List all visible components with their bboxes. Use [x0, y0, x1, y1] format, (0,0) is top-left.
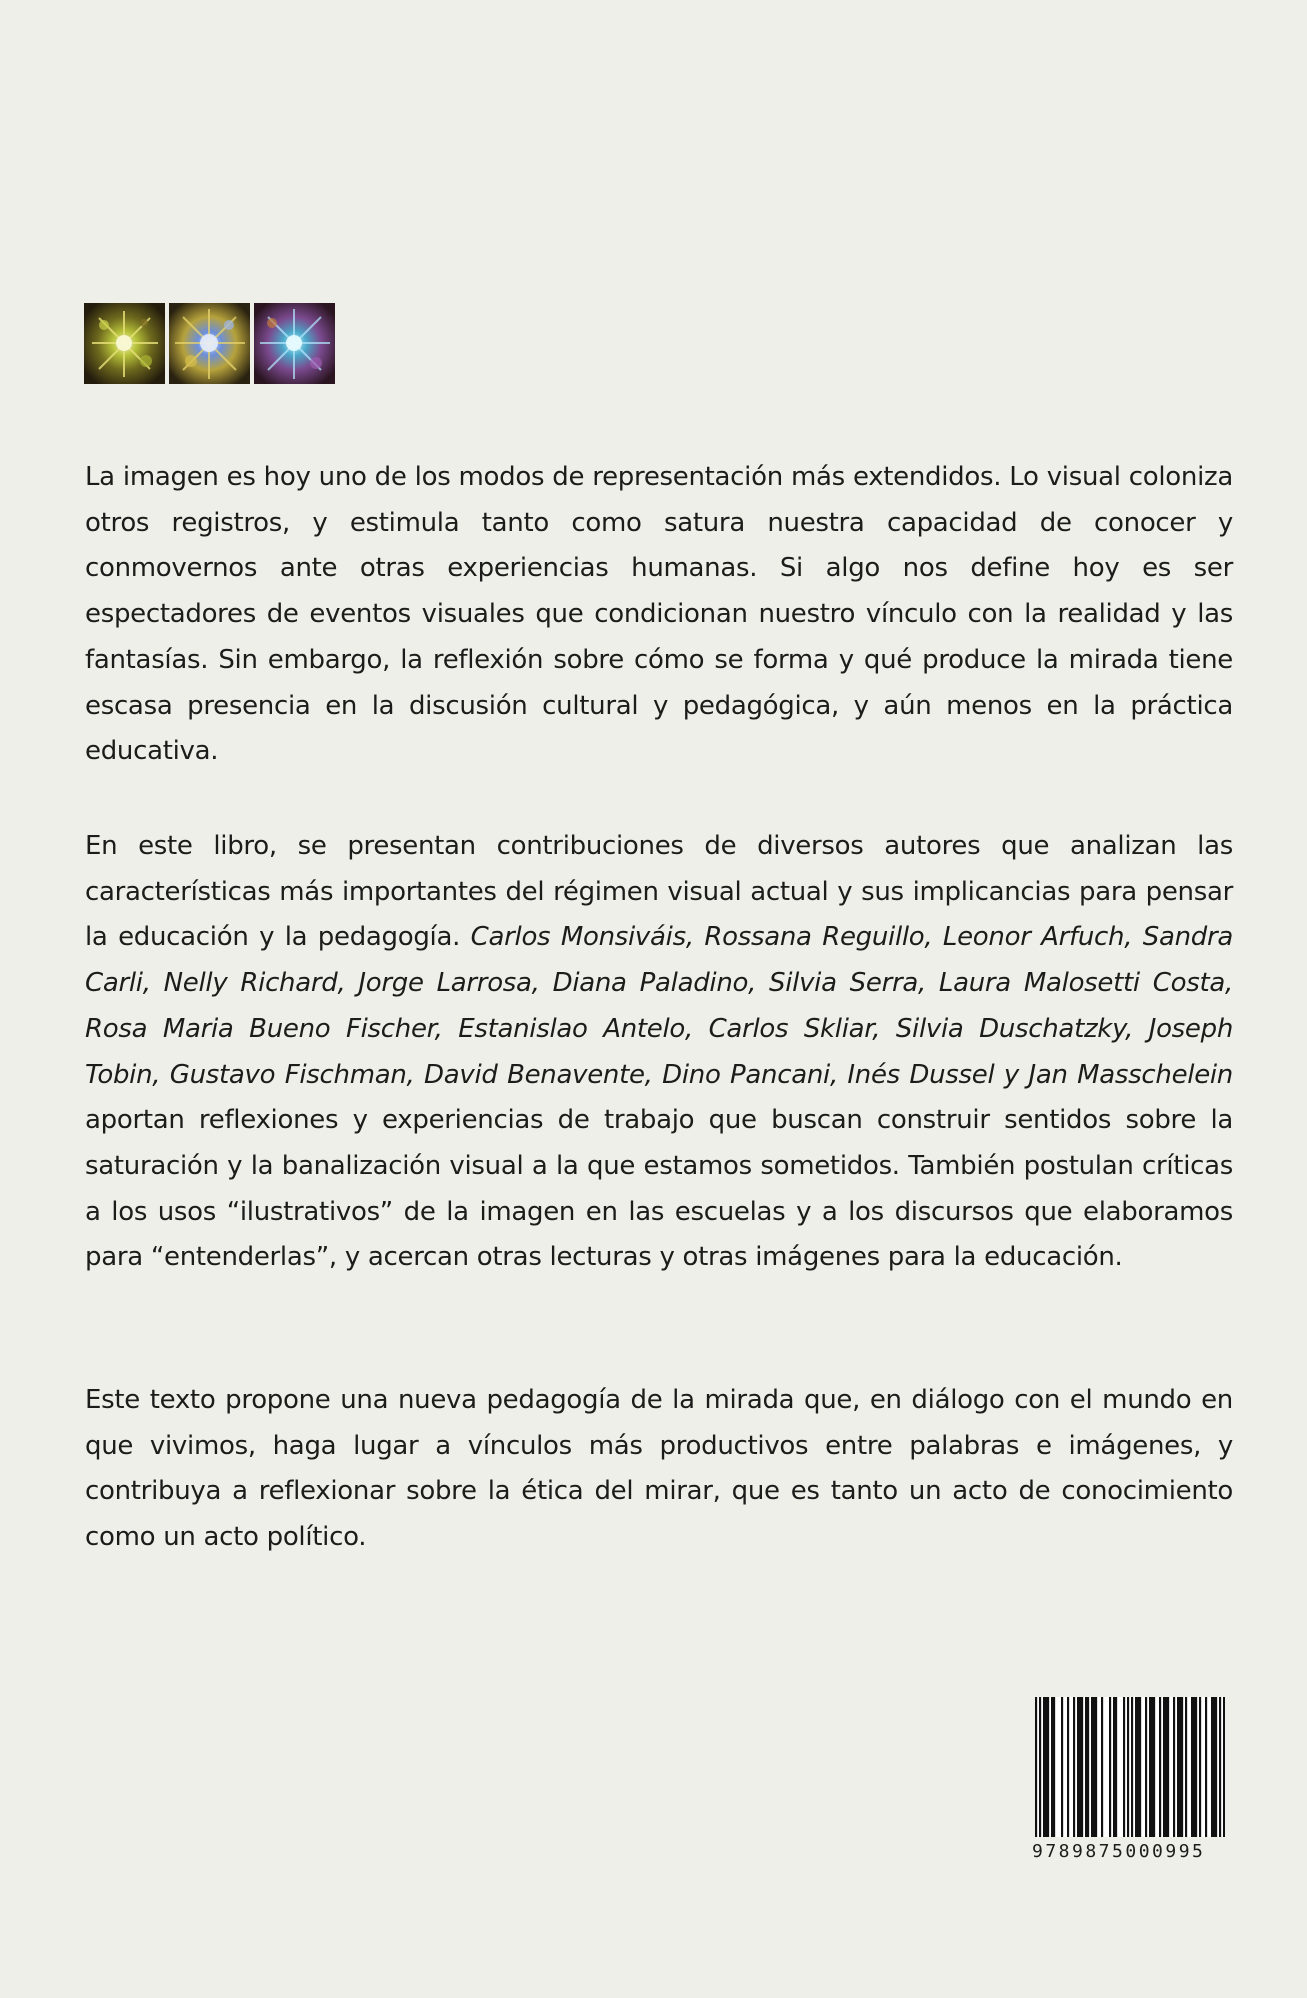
barcode-bar [1213, 1697, 1215, 1837]
barcode-bar [1067, 1697, 1069, 1837]
kaleidoscope-thumbnail-strip [84, 303, 335, 384]
barcode-bar [1109, 1697, 1111, 1837]
barcode-bar [1177, 1697, 1179, 1837]
barcode-bar [1045, 1697, 1047, 1837]
barcode-bar [1165, 1697, 1167, 1837]
barcode-bar [1195, 1697, 1197, 1837]
barcode-bar [1153, 1697, 1155, 1837]
barcode-bar [1127, 1697, 1129, 1837]
kaleidoscope-image-yellow [84, 303, 165, 384]
barcode-bar [1163, 1697, 1165, 1837]
barcode-bar [1135, 1697, 1137, 1837]
barcode-bar [1087, 1697, 1089, 1837]
barcode-bar [1077, 1697, 1079, 1837]
author-list: Carlos Monsiváis, Rossana Reguillo, Leonor Arfuch, Sandra Carli, Nelly Richard, Jorge Larrosa, Diana Paladino, Silvia Serra, Laura Malosetti Costa, Rosa Maria Bueno Fischer, Estanislao Antelo, Carlos Skliar, Silvia Duschatzky, Joseph Tobin, Gustavo Fischman, David Benavente, Dino Pancani, Inés Dussel y Jan Masschelein [85, 922, 1233, 1090]
barcode-bar [1179, 1697, 1181, 1837]
barcode-bar [1035, 1697, 1037, 1837]
paragraph-text [85, 824, 1233, 1281]
barcode-bar [1081, 1697, 1083, 1837]
barcode-bar [1047, 1697, 1049, 1837]
isbn-digits: 9789875000995 [1032, 1841, 1206, 1862]
paragraph-text: Este texto propone una nueva pedagogía de la mirada que, en diálogo con el mundo en que vivimos, haga lugar a vínculos más productivos entre palabras e imágenes, y contribuya a reflexionar sobre la ética del mirar, que es tanto un acto de conocimiento como un acto político. [85, 1385, 1233, 1553]
barcode-bar [1215, 1697, 1217, 1837]
barcode-bar [1073, 1697, 1075, 1837]
barcode-bar [1167, 1697, 1169, 1837]
barcode-bar [1061, 1697, 1063, 1837]
barcode-bar [1115, 1697, 1117, 1837]
barcode-bar [1159, 1697, 1161, 1837]
blurb-paragraph-2 [85, 824, 1233, 1281]
blurb-paragraph-3 [85, 1378, 1233, 1561]
barcode-bar [1191, 1697, 1193, 1837]
barcode-bar [1039, 1697, 1041, 1837]
barcode-bar [1091, 1697, 1093, 1837]
barcode-bar [1145, 1697, 1147, 1837]
paragraph-tail: aportan reflexiones y experiencias de trabajo que buscan construir sentidos sobre la saturación y la banalización visual a la que estamos sometidos. También postulan críticas a los usos “ilustrativos” de la imagen en las escuelas y a los discursos que elaboramos para “entenderlas”, y acercan otras lecturas y otras imágenes para la educación. [85, 1105, 1233, 1273]
barcode-bar [1205, 1697, 1207, 1837]
barcode-bar [1101, 1697, 1103, 1837]
isbn-barcode [1035, 1697, 1225, 1837]
barcode-bar [1079, 1697, 1081, 1837]
barcode-bar [1051, 1697, 1053, 1837]
barcode-bar [1211, 1697, 1213, 1837]
barcode-bar [1185, 1697, 1187, 1837]
barcode-bar [1085, 1697, 1087, 1837]
kaleidoscope-image-purple [254, 303, 335, 384]
barcode-bar [1173, 1697, 1175, 1837]
paragraph-text: La imagen es hoy uno de los modos de representación más extendidos. Lo visual coloniza otros registros, y estimula tanto como satura nuestra capacidad de conocer y conmovernos ante otras experiencias humanas. Si algo nos define hoy es ser espectadores de eventos visuales que condicionan nuestro vínculo con la realidad y las fantasías. Sin embargo, la reflexión sobre cómo se forma y qué produce la mirada tiene escasa presencia en la discusión cultural y pedagógica, y aún menos en la práctica educativa. [85, 462, 1233, 767]
barcode-bar [1149, 1697, 1151, 1837]
barcode-bar [1131, 1697, 1133, 1837]
barcode-bar [1199, 1697, 1201, 1837]
barcode-bar [1223, 1697, 1225, 1837]
paragraph-lead: En este libro, se presentan contribuciones de diversos autores que analizan las características más importantes del régimen visual actual y sus implicancias para pensar la educación y la pedagogía. [85, 831, 1233, 953]
barcode-bar [1043, 1697, 1045, 1837]
barcode-bar [1219, 1697, 1221, 1837]
kaleidoscope-image-blue [169, 303, 250, 384]
barcode-bar [1053, 1697, 1055, 1837]
blurb-paragraph-1 [85, 455, 1233, 775]
barcode-bar [1193, 1697, 1195, 1837]
barcode-bar [1095, 1697, 1097, 1837]
barcode-bar [1139, 1697, 1141, 1837]
barcode-bar [1093, 1697, 1095, 1837]
barcode-bar [1181, 1697, 1183, 1837]
barcode-bar [1123, 1697, 1125, 1837]
barcode-bar [1113, 1697, 1115, 1837]
barcode-bar [1137, 1697, 1139, 1837]
barcode-bar [1151, 1697, 1153, 1837]
